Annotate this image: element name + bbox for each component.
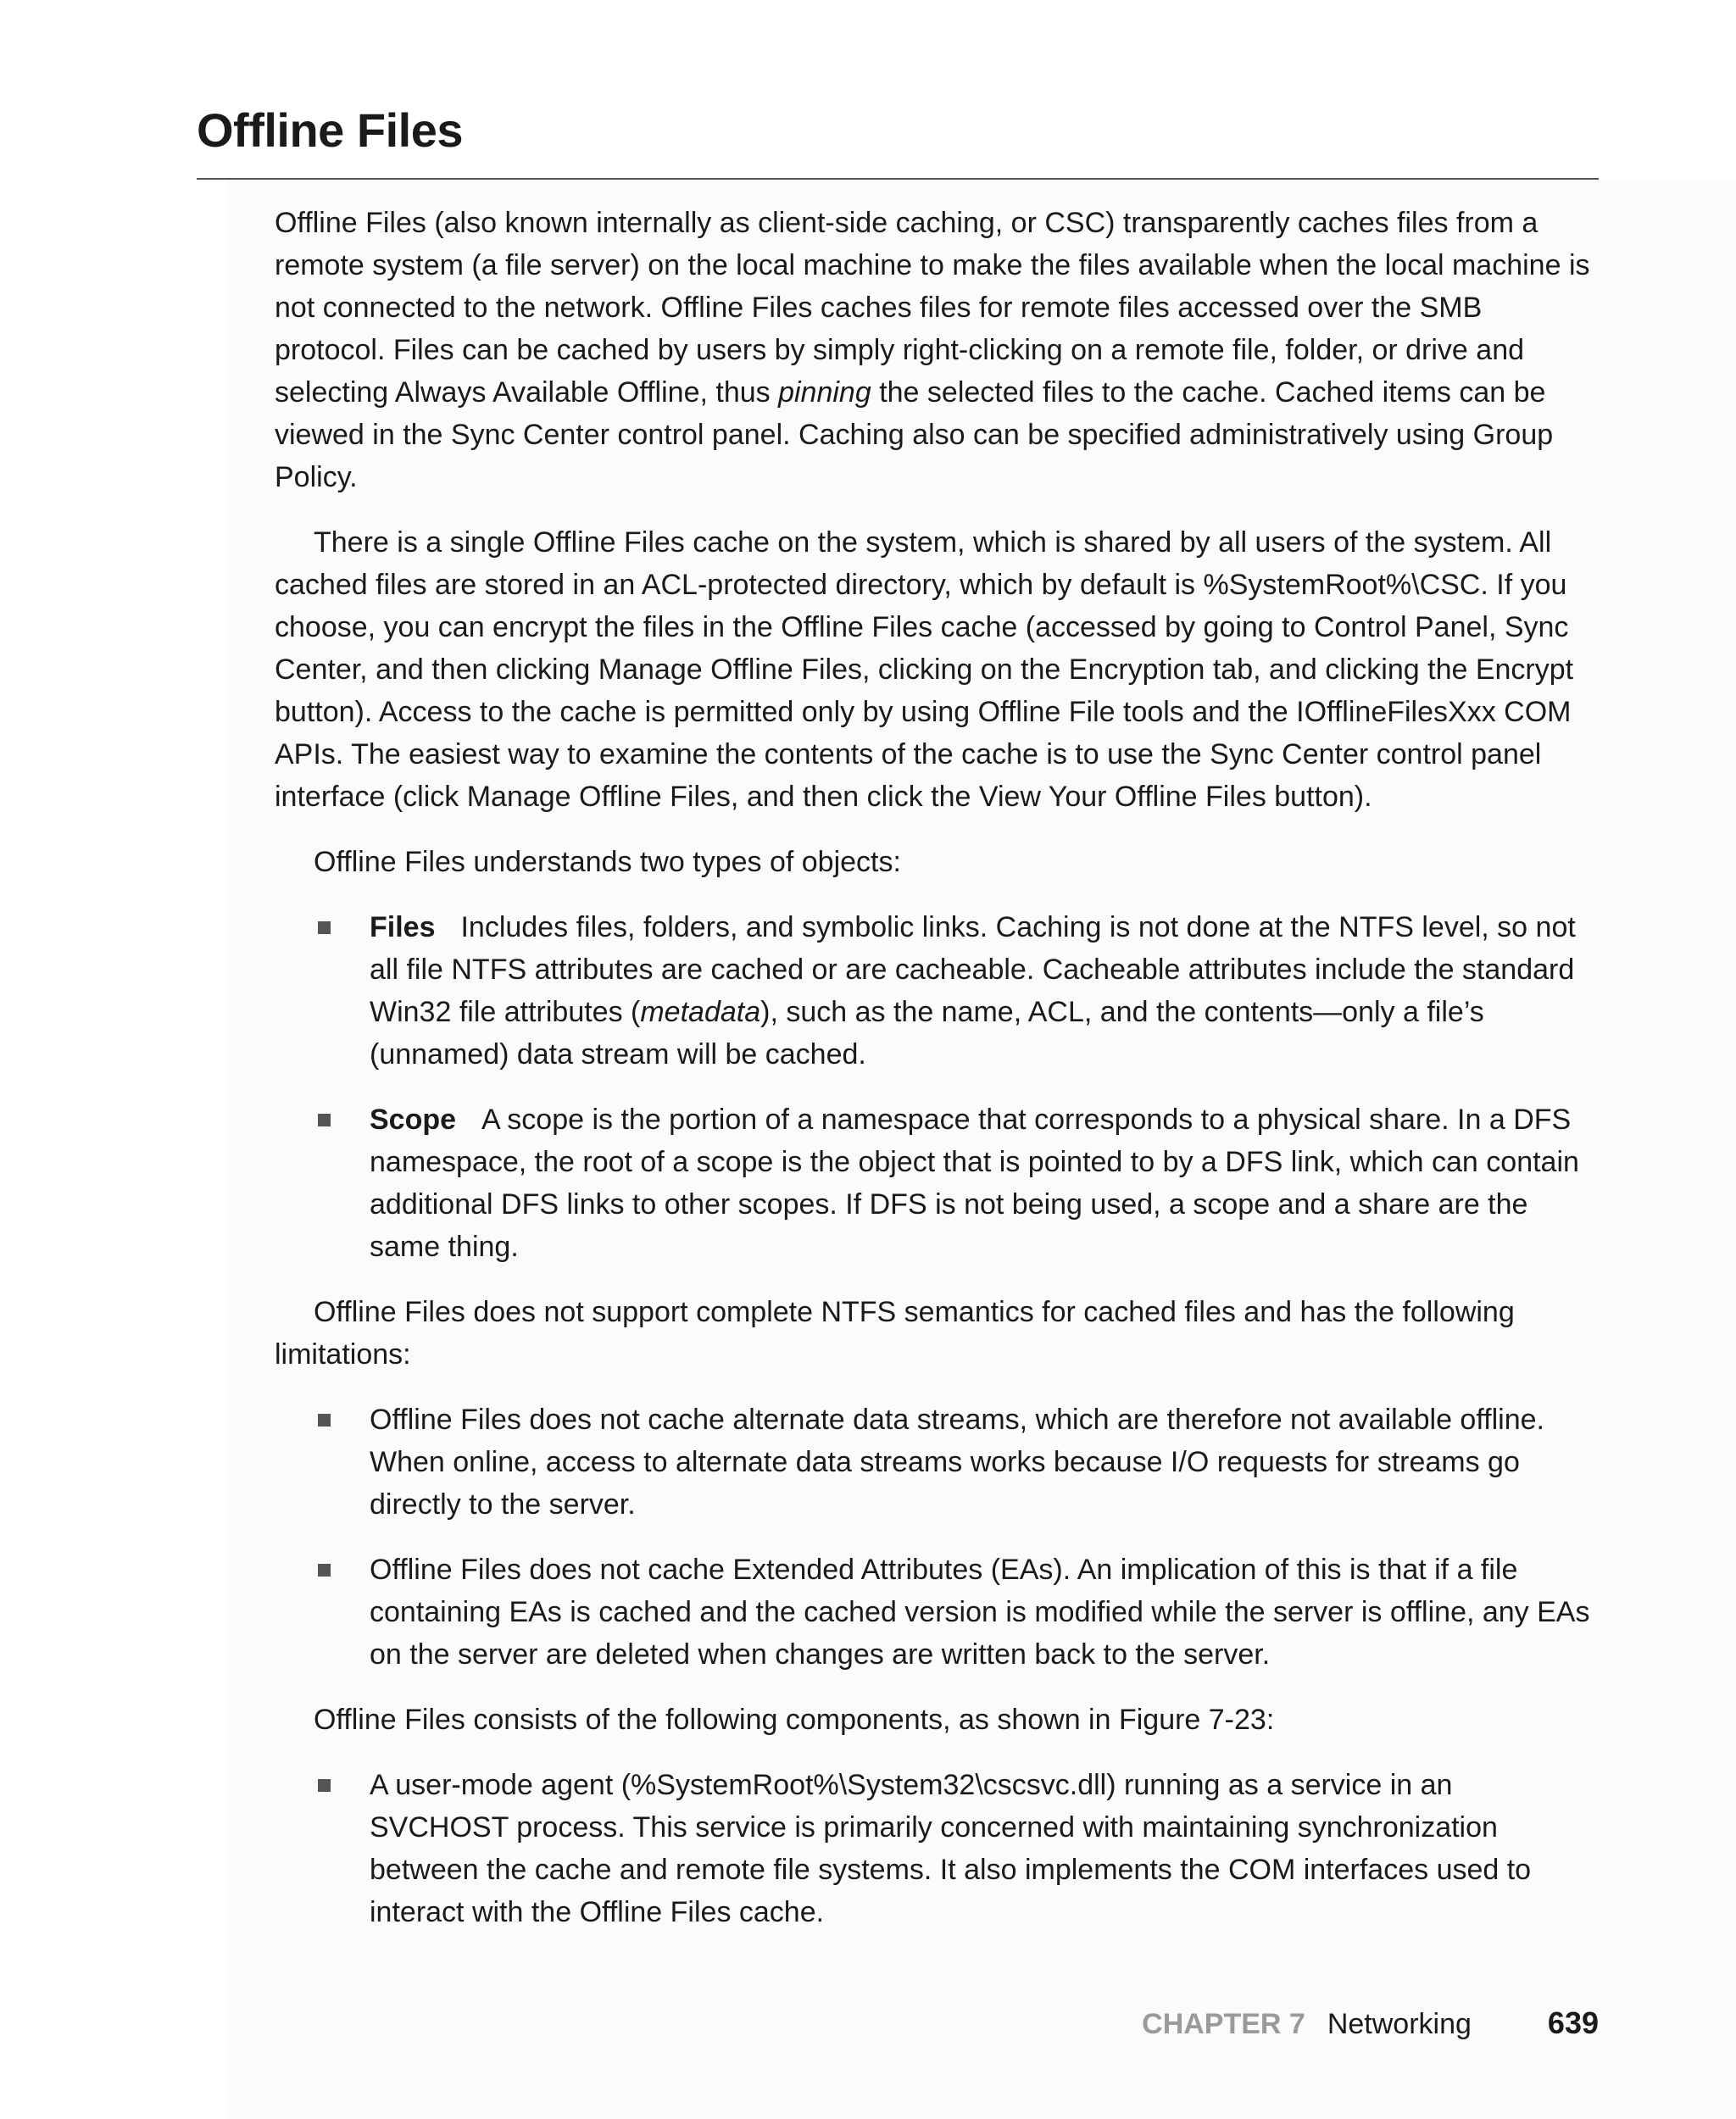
list-item-scope: Scope A scope is the portion of a namespace that corresponds to a physical share. In a DFS namespace, the root of a scope is the object that is pointed to by a DFS link, which can contain additional DFS links to other scopes. If DFS is not being used, a scope and a share are the same thing. bbox=[275, 1098, 1599, 1268]
paragraph-components-intro: Offline Files consists of the following components, as shown in Figure 7-23: bbox=[314, 1704, 1275, 1736]
paragraph-intro: Offline Files (also known internally as client-side caching, or CSC) transparently caches files from a remote system (a file server) on the local machine to make the files available when the local machine is not connected to the network. Offline Files caches files for remote files accessed over the SMB protocol. Files can be cached by users by simply right-clicking on a remote file, folder, or drive and selecting Always Available Offline, thus pinning the selected files to the cache. Cached items can be viewed in the Sync Center control panel. Caching also can be specified administratively using Group Policy. bbox=[275, 207, 1590, 493]
list-item: Offline Files does not cache Extended Attributes (EAs). An implication of this is that if a file containing EAs is cached and the cached version is modified while the server is offline, any EAs on the server are deleted when changes are written back to the server. bbox=[275, 1549, 1599, 1676]
term-files: Files bbox=[370, 911, 436, 943]
page-number: 639 bbox=[1547, 2005, 1599, 2040]
components-list bbox=[275, 1764, 1599, 1933]
footer-chapter-title: Networking bbox=[1327, 2008, 1472, 2040]
list-item-files: Files Includes files, folders, and symbolic links. Caching is not done at the NTFS level, so not all file NTFS attributes are cached or are cacheable. Cacheable attributes include the standard Win32 file attributes (metadata), such as the name, ACL, and the contents—only a file’s (unnamed) data stream will be cached. bbox=[275, 906, 1599, 1076]
paragraph-types-intro: Offline Files understands two types of objects: bbox=[314, 846, 901, 878]
list-item: A user-mode agent (%SystemRoot%\System32\cscsvc.dll) running as a service in an SVCHOST process. This service is primarily concerned with maintaining synchronization between the cache and remote file systems. It also implements the COM interfaces used to interact with the Offline Files cache. bbox=[275, 1764, 1599, 1933]
footer-chapter: CHAPTER 7 bbox=[1142, 2008, 1305, 2040]
title-rule bbox=[197, 178, 1599, 180]
body-text bbox=[275, 202, 1599, 1956]
section-title: Offline Files bbox=[197, 103, 463, 157]
paragraph-limitations-intro: Offline Files does not support complete NTFS semantics for cached files and has the following limitations: bbox=[275, 1296, 1515, 1371]
object-types-list bbox=[275, 906, 1599, 1268]
limitations-list bbox=[275, 1399, 1599, 1676]
page-footer bbox=[1142, 2002, 1599, 2045]
paragraph-cache: There is a single Offline Files cache on the system, which is shared by all users of the system. All cached files are stored in an ACL-protected directory, which by default is %SystemRoot%\CSC. If you choose, you can encrypt the files in the Offline Files cache (accessed by going to Control Panel, Sync Center, and then clicking Manage Offline Files, clicking on the Encryption tab, and clicking the Encrypt button). Access to the cache is permitted only by using Offline File tools and the IOfflineFilesXxx COM APIs. The easiest way to examine the contents of the cache is to use the Sync Center control panel interface (click Manage Offline Files, and then click the View Your Offline Files button). bbox=[275, 526, 1574, 813]
list-item: Offline Files does not cache alternate data streams, which are therefore not available offline. When online, access to alternate data streams works because I/O requests for streams go directly to the server. bbox=[275, 1399, 1599, 1526]
term-scope: Scope bbox=[370, 1104, 457, 1136]
